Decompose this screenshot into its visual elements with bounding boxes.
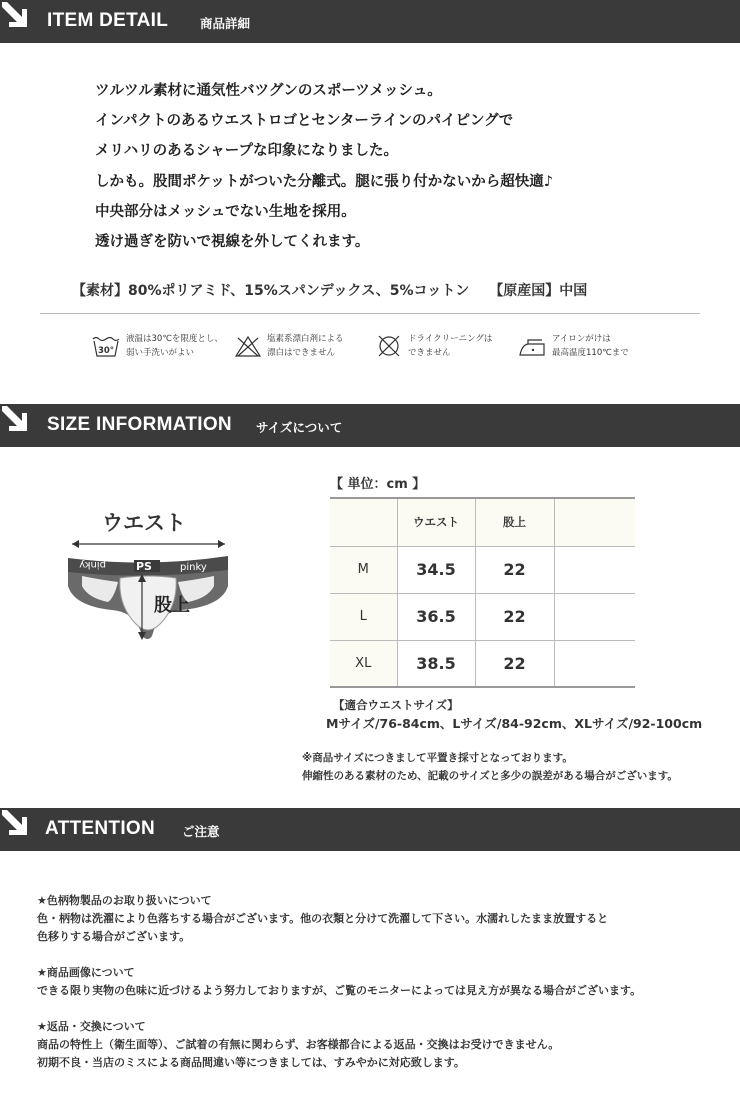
table-header-cell <box>330 498 397 546</box>
table-row <box>330 546 635 593</box>
item-detail-header <box>0 0 740 43</box>
description-line: メリハリのあるシャープな印象になりました。 <box>95 143 399 160</box>
waistband-logo: pinky <box>180 562 207 573</box>
attention-line: 色・柄物は洗濯により色落ちする場合がございます。他の衣類と分けて洗濯して下さい。水濡れしたまま放置すると <box>37 912 609 925</box>
extra-cell <box>554 593 635 640</box>
table-header-cell <box>554 498 635 546</box>
waistband-logo: pinky <box>79 559 106 570</box>
care-text: 漂白はできません <box>267 348 336 358</box>
waist-cell: 34.5 <box>397 546 475 593</box>
fit-heading: 【適合ウエストサイズ】 <box>333 698 459 712</box>
note-line: 伸縮性のある素材のため、記載のサイズと多少の誤差がある場合がございます。 <box>302 770 678 782</box>
description-line: ツルツル素材に通気性バツグンのスポーツメッシュ。 <box>95 83 442 99</box>
care-item-dryclean <box>376 332 492 360</box>
material-info <box>72 280 587 300</box>
no-bleach-icon <box>235 335 261 357</box>
material-composition: 【素材】80%ポリアミド、15%スパンデックス、5%コットン <box>72 283 470 299</box>
wash-temp-badge: 30° <box>97 346 115 356</box>
iron-icon <box>518 335 546 357</box>
care-text: 液温は30℃を限度とし、 <box>126 334 223 344</box>
brief-diagram <box>62 536 234 648</box>
rise-cell: 22 <box>475 593 554 640</box>
size-info-header <box>0 404 740 447</box>
description-line: 透け過ぎを防いで視線を外してくれます。 <box>95 234 370 251</box>
product-description <box>95 76 553 257</box>
attention-title: ATTENTION <box>45 818 156 839</box>
attention-header <box>0 808 740 851</box>
table-row <box>330 640 635 687</box>
attention-block-returns <box>37 1018 559 1072</box>
attention-line: 色移りする場合がございます。 <box>37 930 191 943</box>
size-label-cell: XL <box>330 640 397 687</box>
size-info-title: SIZE INFORMATION <box>47 414 232 435</box>
care-text: 塩素系漂白剤による <box>267 334 344 344</box>
rise-cell: 22 <box>475 546 554 593</box>
care-text: ドライクリーニングは <box>408 334 493 344</box>
care-text: 弱い手洗いがよい <box>126 348 195 358</box>
fit-sizes: Mサイズ/76-84cm、Lサイズ/84-92cm、XLサイズ/92-100cm <box>326 716 703 731</box>
extra-cell <box>554 546 635 593</box>
description-line: インパクトのあるウエストロゴとセンターラインのパイピングで <box>95 113 514 130</box>
care-text: アイロンがけは <box>552 334 611 344</box>
attention-heading: ★商品画像について <box>37 966 135 979</box>
arrow-down-right-icon <box>0 0 30 30</box>
item-detail-subtitle: 商品詳細 <box>200 16 251 31</box>
table-header-row <box>330 498 635 546</box>
arrow-down-right-icon <box>0 808 30 838</box>
description-line: しかも。股間ポケットがついた分離式。腿に張り付かないから超快適♪ <box>95 173 554 190</box>
size-info-subtitle: サイズについて <box>256 420 343 435</box>
no-dry-clean-icon <box>376 335 402 357</box>
unit-label: 【 単位：cm 】 <box>330 477 426 492</box>
care-item-bleach <box>235 332 344 360</box>
size-notes <box>302 749 678 785</box>
care-text: 最高温度110℃まで <box>552 348 629 358</box>
care-item-wash <box>92 332 223 360</box>
size-table <box>330 497 635 688</box>
attention-line: 初期不良・当店のミスによる商品間違い等につきましては、すみやかに対応致します。 <box>37 1056 465 1069</box>
rise-cell: 22 <box>475 640 554 687</box>
waist-label: ウエスト <box>102 511 186 535</box>
size-label-cell: M <box>330 546 397 593</box>
rise-label: 股上 <box>154 595 190 616</box>
attention-line: できる限り実物の色味に近づけるよう努力しておりますが、ご覧のモニターによっては見え方が異なる場合がございます。 <box>37 984 642 997</box>
table-header-cell: 股上 <box>475 498 554 546</box>
divider <box>40 313 700 314</box>
care-item-iron <box>518 332 629 360</box>
country-of-origin: 【原産国】中国 <box>489 283 588 299</box>
attention-block-image <box>37 964 641 1000</box>
size-label-cell: L <box>330 593 397 640</box>
description-line: 中央部分はメッシュでない生地を採用。 <box>95 203 356 220</box>
arrow-down-right-icon <box>0 404 30 434</box>
attention-heading: ★返品・交換について <box>37 1020 146 1033</box>
care-text: できません <box>408 348 451 358</box>
table-row <box>330 593 635 640</box>
wash-30-icon <box>92 335 120 357</box>
attention-block-color <box>37 892 608 946</box>
note-line: ※商品サイズにつきまして平置き採寸となっております。 <box>302 752 573 764</box>
item-detail-title: ITEM DETAIL <box>47 10 169 31</box>
svg-text:PS: PS <box>136 560 152 573</box>
attention-heading: ★色柄物製品のお取り扱いについて <box>37 894 212 907</box>
attention-subtitle: ご注意 <box>182 824 220 839</box>
waist-cell: 36.5 <box>397 593 475 640</box>
waist-cell: 38.5 <box>397 640 475 687</box>
attention-line: 商品の特性上（衛生面等）、ご試着の有無に関わらず、お客様都合による返品・交換はお受けできません。 <box>37 1038 560 1051</box>
extra-cell <box>554 640 635 687</box>
table-header-cell: ウエスト <box>397 498 475 546</box>
